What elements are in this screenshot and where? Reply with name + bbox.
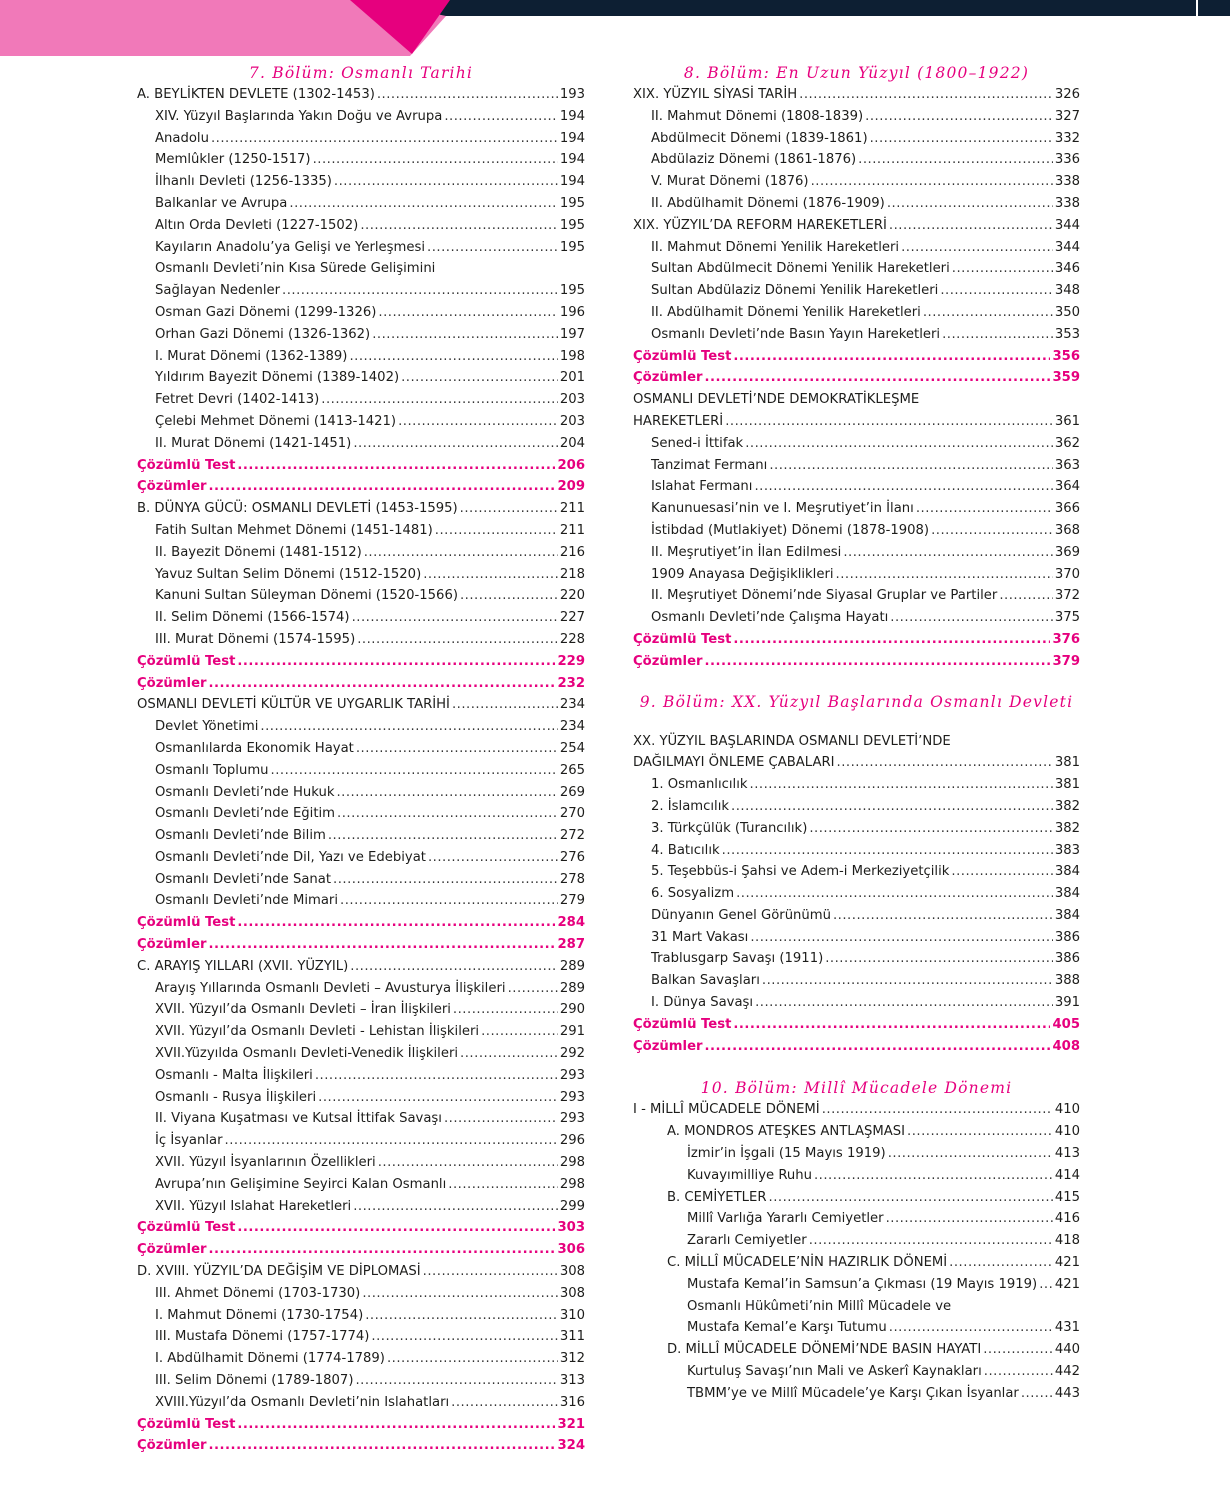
- toc-entry[interactable]: I. Murat Dönemi (1362-1389) ..... 198: [137, 346, 585, 368]
- toc-entry[interactable]: Kurtuluş Savaşı’nın Mali ve Askerî Kaynakları ..... 442: [633, 1361, 1080, 1383]
- toc-entry[interactable]: Osmanlı - Rusya İlişkileri ..... 293: [137, 1087, 585, 1109]
- toc-entry[interactable]: Mustafa Kemal’in Samsun’a Çıkması (19 Mayıs 1919) ..... 421: [633, 1274, 1080, 1296]
- toc-entry[interactable]: III. Mustafa Dönemi (1757-1774) ..... 311: [137, 1326, 585, 1348]
- toc-entry[interactable]: XVII. Yüzyıl İsyanlarının Özellikleri ..... 298: [137, 1152, 585, 1174]
- toc-entry-solutions[interactable]: Çözümler ..... 379: [633, 651, 1080, 673]
- toc-entry-solutions[interactable]: Çözümler ..... 408: [633, 1036, 1080, 1058]
- toc-entry[interactable]: XVII.Yüzyılda Osmanlı Devleti-Venedik İlişkileri ..... 292: [137, 1043, 585, 1065]
- toc-entry[interactable]: II. Murat Dönemi (1421-1451) ..... 204: [137, 433, 585, 455]
- toc-entry[interactable]: 1. Osmanlıcılık ..... 381: [633, 774, 1080, 796]
- toc-entry[interactable]: Balkanlar ve Avrupa ..... 195: [137, 193, 585, 215]
- toc-entry-solved-test[interactable]: Çözümlü Test ..... 376: [633, 629, 1080, 651]
- toc-entry[interactable]: Osmanlı Devleti’nde Çalışma Hayatı ..... 375: [633, 607, 1080, 629]
- toc-entry[interactable]: Fetret Devri (1402-1413) ..... 203: [137, 389, 585, 411]
- toc-entry[interactable]: 31 Mart Vakası ..... 386: [633, 927, 1080, 949]
- toc-entry[interactable]: C. MİLLÎ MÜCADELE’NİN HAZIRLIK DÖNEMİ ..... 421: [633, 1252, 1080, 1274]
- toc-entry[interactable]: XIX. YÜZYIL SİYASİ TARİH ..... 326: [633, 84, 1080, 106]
- toc-entry[interactable]: İlhanlı Devleti (1256-1335) ..... 194: [137, 171, 585, 193]
- toc-entry-first-line[interactable]: Osmanlı Hükûmeti’nin Millî Mücadele ve: [687, 1298, 952, 1314]
- toc-entry[interactable]: III. Ahmet Dönemi (1703-1730) ..... 308: [137, 1283, 585, 1305]
- toc-entry[interactable]: Memlûkler (1250-1517) ..... 194: [137, 149, 585, 171]
- toc-entry-solved-test[interactable]: Çözümlü Test ..... 284: [137, 912, 585, 934]
- toc-entry[interactable]: Abdülaziz Dönemi (1861-1876) ..... 336: [633, 149, 1080, 171]
- toc-entry[interactable]: B. CEMİYETLER ..... 415: [633, 1187, 1080, 1209]
- toc-entry[interactable]: Yıldırım Bayezit Dönemi (1389-1402) ..... 201: [137, 367, 585, 389]
- toc-entry[interactable]: Tanzimat Fermanı ..... 363: [633, 455, 1080, 477]
- toc-entry-first-line[interactable]: OSMANLI DEVLETİ’NDE DEMOKRATİKLEŞME: [633, 392, 920, 408]
- toc-entry[interactable]: A. BEYLİKTEN DEVLETE (1302-1453) ..... 193: [137, 84, 585, 106]
- toc-entry[interactable]: Osmanlı Devleti’nde Eğitim ..... 270: [137, 803, 585, 825]
- left-column: [137, 62, 585, 1457]
- toc-entry[interactable]: Osmanlı Devleti’nde Sanat ..... 278: [137, 869, 585, 891]
- toc-entry[interactable]: HAREKETLERİ ..... 361: [633, 411, 1080, 433]
- toc-entry[interactable]: İç İsyanlar ..... 296: [137, 1130, 585, 1152]
- toc-entry[interactable]: II. Mahmut Dönemi (1808-1839) ..... 327: [633, 106, 1080, 128]
- section-title-8: 8. Bölüm: En Uzun Yüzyıl (1800–1922): [683, 64, 1030, 82]
- toc-entry[interactable]: C. ARAYIŞ YILLARI (XVII. YÜZYIL) ..... 289: [137, 956, 585, 978]
- toc-entry[interactable]: Osman Gazi Dönemi (1299-1326) ..... 196: [137, 302, 585, 324]
- toc-entry[interactable]: XVII. Yüzyıl’da Osmanlı Devleti – İran İlişkileri ..... 290: [137, 999, 585, 1021]
- toc-entry[interactable]: B. DÜNYA GÜCÜ: OSMANLI DEVLETİ (1453-1595) ..... 211: [137, 498, 585, 520]
- toc-entry[interactable]: Fatih Sultan Mehmet Dönemi (1451-1481) ..... 211: [137, 520, 585, 542]
- toc-entry-solved-test[interactable]: Çözümlü Test ..... 206: [137, 455, 585, 477]
- toc-entry[interactable]: 2. İslamcılık ..... 382: [633, 796, 1080, 818]
- toc-entry[interactable]: Sultan Abdülmecit Dönemi Yenilik Hareketleri ..... 346: [633, 258, 1080, 280]
- toc-entry[interactable]: XVIII.Yüzyıl’da Osmanlı Devleti’nin Islahatları ..... 316: [137, 1392, 585, 1414]
- toc-entry[interactable]: Osmanlı Devleti’nde Bilim ..... 272: [137, 825, 585, 847]
- toc-entry[interactable]: Millî Varlığa Yararlı Cemiyetler ..... 416: [633, 1208, 1080, 1230]
- toc-entry[interactable]: Osmanlı - Malta İlişkileri ..... 293: [137, 1065, 585, 1087]
- toc-entry[interactable]: XVII. Yüzyıl’da Osmanlı Devleti - Lehistan İlişkileri ..... 291: [137, 1021, 585, 1043]
- toc-entry[interactable]: Kuvayımilliye Ruhu ..... 414: [633, 1165, 1080, 1187]
- toc-entry-solutions[interactable]: Çözümler ..... 287: [137, 934, 585, 956]
- toc-entry[interactable]: II. Abdülhamit Dönemi (1876-1909) ..... 338: [633, 193, 1080, 215]
- toc-entry[interactable]: Sağlayan Nedenler ..... 195: [137, 280, 585, 302]
- toc-entry-first-line[interactable]: XX. YÜZYIL BAŞLARINDA OSMANLI DEVLETİ’NDE: [633, 733, 951, 749]
- toc-entry-solved-test[interactable]: Çözümlü Test ..... 303: [137, 1217, 585, 1239]
- toc-entry-solutions[interactable]: Çözümler ..... 359: [633, 367, 1080, 389]
- toc-entry-solved-test[interactable]: Çözümlü Test ..... 405: [633, 1014, 1080, 1036]
- toc-entry[interactable]: Çelebi Mehmet Dönemi (1413-1421) ..... 203: [137, 411, 585, 433]
- toc-entry[interactable]: I. Dünya Savaşı ..... 391: [633, 992, 1080, 1014]
- toc-entry[interactable]: XIX. YÜZYIL’DA REFORM HAREKETLERİ ..... 344: [633, 215, 1080, 237]
- toc-entry[interactable]: Osmanlı Toplumu ..... 265: [137, 760, 585, 782]
- toc-entry-solutions[interactable]: Çözümler ..... 324: [137, 1435, 585, 1457]
- toc-entry[interactable]: Kanuni Sultan Süleyman Dönemi (1520-1566) ..... 220: [137, 585, 585, 607]
- toc-entry[interactable]: I - MİLLÎ MÜCADELE DÖNEMİ ..... 410: [633, 1099, 1080, 1121]
- section-title-10: 10. Bölüm: Millî Mücadele Dönemi: [700, 1079, 1013, 1098]
- toc-entry[interactable]: OSMANLI DEVLETİ KÜLTÜR VE UYGARLIK TARİHİ ..... 234: [137, 694, 585, 716]
- toc-entry[interactable]: XVII. Yüzyıl Islahat Hareketleri ..... 299: [137, 1196, 585, 1218]
- toc-entry-solutions[interactable]: Çözümler ..... 209: [137, 476, 585, 498]
- toc-entry[interactable]: II. Abdülhamit Dönemi Yenilik Hareketleri ..... 350: [633, 302, 1080, 324]
- toc-entry-solved-test[interactable]: Çözümlü Test ..... 356: [633, 346, 1080, 368]
- toc-entry[interactable]: Avrupa’nın Gelişimine Seyirci Kalan Osmanlı ..... 298: [137, 1174, 585, 1196]
- toc-entry-solved-test[interactable]: Çözümlü Test ..... 229: [137, 651, 585, 673]
- toc-entry[interactable]: İstibdad (Mutlakiyet) Dönemi (1878-1908) ..... 368: [633, 520, 1080, 542]
- section-title-9: 9. Bölüm: XX. Yüzyıl Başlarında Osmanlı Devleti: [639, 692, 1074, 711]
- top-decoration-bar: [0, 0, 1230, 56]
- toc-entry[interactable]: Abdülmecit Dönemi (1839-1861) ..... 332: [633, 128, 1080, 150]
- toc-entry[interactable]: Islahat Fermanı ..... 364: [633, 476, 1080, 498]
- toc-entry[interactable]: XIV. Yüzyıl Başlarında Yakın Doğu ve Avrupa ..... 194: [137, 106, 585, 128]
- toc-entry[interactable]: Devlet Yönetimi ..... 234: [137, 716, 585, 738]
- toc-entry[interactable]: Osmanlılarda Ekonomik Hayat ..... 254: [137, 738, 585, 760]
- toc-entry[interactable]: Osmanlı Devleti’nde Basın Yayın Hareketleri ..... 353: [633, 324, 1080, 346]
- toc-entry[interactable]: I. Abdülhamit Dönemi (1774-1789) ..... 312: [137, 1348, 585, 1370]
- toc-entry[interactable]: II. Selim Dönemi (1566-1574) ..... 227: [137, 607, 585, 629]
- toc-entry[interactable]: Trablusgarp Savaşı (1911) ..... 386: [633, 948, 1080, 970]
- toc-entry[interactable]: 1909 Anayasa Değişiklikleri ..... 370: [633, 564, 1080, 586]
- toc-entry[interactable]: Zararlı Cemiyetler ..... 418: [633, 1230, 1080, 1252]
- toc-entry[interactable]: A. MONDROS ATEŞKES ANTLAŞMASI ..... 410: [633, 1121, 1080, 1143]
- toc-entry[interactable]: II. Meşrutiyet Dönemi’nde Siyasal Gruplar ve Partiler ..... 372: [633, 585, 1080, 607]
- toc-entry[interactable]: Sultan Abdülaziz Dönemi Yenilik Hareketleri ..... 348: [633, 280, 1080, 302]
- toc-entry[interactable]: Kayıların Anadolu’ya Gelişi ve Yerleşmesi ..... 195: [137, 237, 585, 259]
- toc-entry[interactable]: II. Bayezit Dönemi (1481-1512) ..... 216: [137, 542, 585, 564]
- toc-entry[interactable]: Dünyanın Genel Görünümü ..... 384: [633, 905, 1080, 927]
- toc-entry[interactable]: Kanunuesasi’nin ve I. Meşrutiyet’in İlanı ..... 366: [633, 498, 1080, 520]
- toc-entry[interactable]: Yavuz Sultan Selim Dönemi (1512-1520) ..... 218: [137, 564, 585, 586]
- toc-entry[interactable]: V. Murat Dönemi (1876) ..... 338: [633, 171, 1080, 193]
- toc-entry[interactable]: II. Mahmut Dönemi Yenilik Hareketleri ..... 344: [633, 237, 1080, 259]
- toc-entry[interactable]: 6. Sosyalizm ..... 384: [633, 883, 1080, 905]
- right-column: [633, 62, 1080, 1405]
- toc-entry[interactable]: Arayış Yıllarında Osmanlı Devleti – Avusturya İlişkileri ..... 289: [137, 978, 585, 1000]
- toc-entry-solutions[interactable]: Çözümler ..... 232: [137, 673, 585, 695]
- toc-entry[interactable]: Osmanlı Devleti’nde Mimari ..... 279: [137, 890, 585, 912]
- toc-entry[interactable]: İzmir’in İşgali (15 Mayıs 1919) ..... 413: [633, 1143, 1080, 1165]
- toc-entry[interactable]: III. Murat Dönemi (1574-1595) ..... 228: [137, 629, 585, 651]
- toc-entry[interactable]: Orhan Gazi Dönemi (1326-1362) ..... 197: [137, 324, 585, 346]
- toc-entry[interactable]: Osmanlı Devleti’nde Dil, Yazı ve Edebiyat ..... 276: [137, 847, 585, 869]
- toc-entry[interactable]: II. Meşrutiyet’in İlan Edilmesi ..... 369: [633, 542, 1080, 564]
- toc-entry[interactable]: D. MİLLÎ MÜCADELE DÖNEMİ’NDE BASIN HAYATI ..... 440: [633, 1339, 1080, 1361]
- toc-entry-solved-test[interactable]: Çözümlü Test ..... 321: [137, 1414, 585, 1436]
- toc-entry[interactable]: Altın Orda Devleti (1227-1502) ..... 195: [137, 215, 585, 237]
- toc-entry[interactable]: Balkan Savaşları ..... 388: [633, 970, 1080, 992]
- toc-entry[interactable]: 3. Türkçülük (Turancılık) ..... 382: [633, 818, 1080, 840]
- toc-entry[interactable]: Anadolu ..... 194: [137, 128, 585, 150]
- toc-entry[interactable]: Osmanlı Devleti’nde Hukuk ..... 269: [137, 782, 585, 804]
- toc-entry[interactable]: TBMM’ye ve Millî Mücadele’ye Karşı Çıkan İsyanlar ..... 443: [633, 1383, 1080, 1405]
- toc-entry[interactable]: D. XVIII. YÜZYIL’DA DEĞİŞİM VE DİPLOMASİ ..... 308: [137, 1261, 585, 1283]
- toc-entry[interactable]: 4. Batıcılık ..... 383: [633, 840, 1080, 862]
- toc-entry[interactable]: II. Viyana Kuşatması ve Kutsal İttifak Savaşı ..... 293: [137, 1108, 585, 1130]
- toc-entry[interactable]: I. Mahmut Dönemi (1730-1754) ..... 310: [137, 1305, 585, 1327]
- section-title-7: 7. Bölüm: Osmanlı Tarihi: [248, 64, 474, 82]
- toc-entry-first-line[interactable]: Osmanlı Devleti’nin Kısa Sürede Gelişimini: [155, 261, 436, 277]
- toc-entry-solutions[interactable]: Çözümler ..... 306: [137, 1239, 585, 1261]
- toc-entry[interactable]: 5. Teşebbüs-i Şahsi ve Adem-i Merkeziyetçilik ..... 384: [633, 861, 1080, 883]
- toc-entry[interactable]: Mustafa Kemal’e Karşı Tutumu ..... 431: [633, 1317, 1080, 1339]
- toc-entry[interactable]: DAĞILMAYI ÖNLEME ÇABALARI ..... 381: [633, 752, 1080, 774]
- toc-entry[interactable]: Sened-i İttifak ..... 362: [633, 433, 1080, 455]
- toc-entry[interactable]: III. Selim Dönemi (1789-1807) ..... 313: [137, 1370, 585, 1392]
